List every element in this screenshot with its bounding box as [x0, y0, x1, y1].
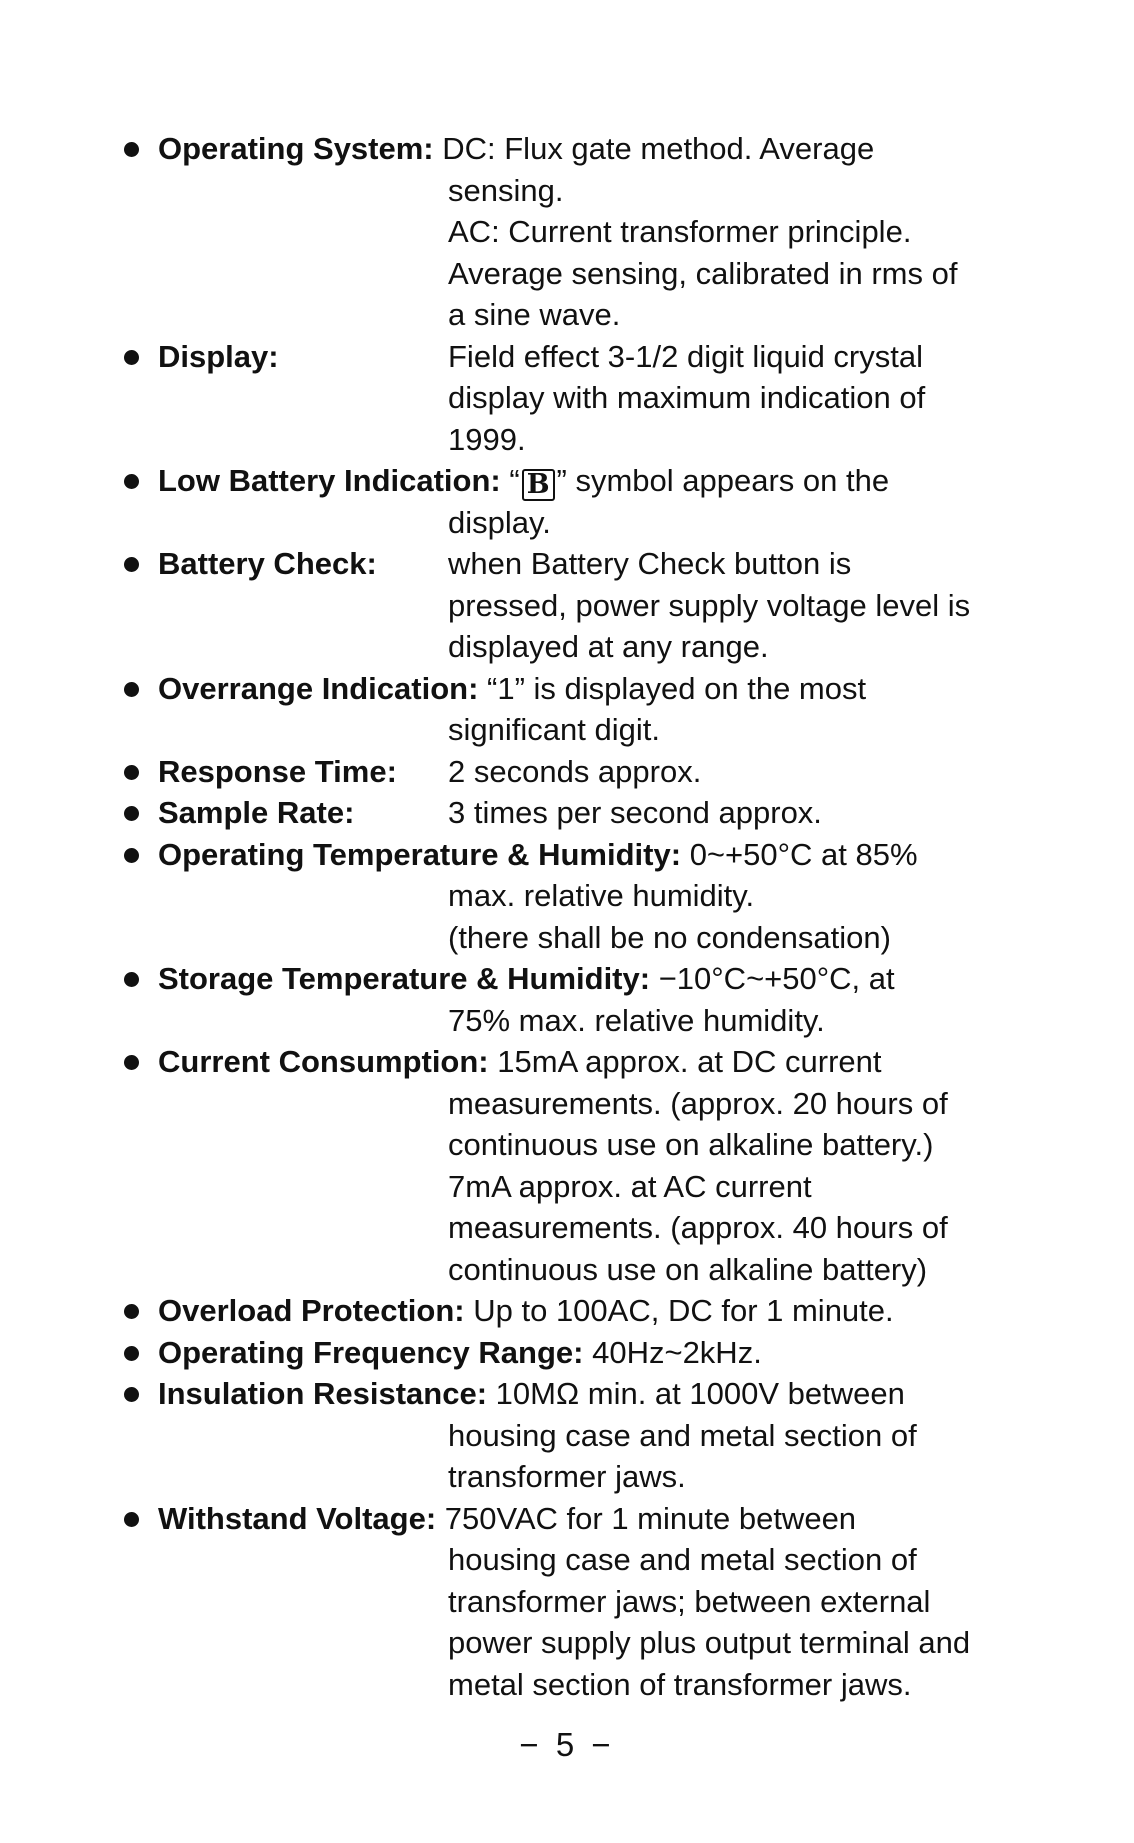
bullet-icon [124, 142, 139, 157]
spec-value: 2 seconds approx. [448, 753, 702, 789]
spec-value: Field effect 3-1/2 digit liquid crystal [448, 338, 923, 374]
spec-label: Operating System: [158, 131, 434, 166]
spec-value: 75% max. relative humidity. [448, 1002, 825, 1038]
spec-display [122, 336, 1022, 461]
spec-value: 10MΩ min. at 1000V between [495, 1376, 905, 1411]
spec-operating-frequency-range [122, 1332, 1022, 1374]
spec-current-consumption [122, 1041, 1022, 1290]
bullet-icon [124, 1346, 139, 1361]
spec-value: 7mA approx. at AC current [448, 1168, 812, 1204]
spec-value: displayed at any range. [448, 629, 769, 664]
spec-value: display. [448, 504, 551, 540]
bullet-icon [124, 1512, 139, 1527]
spec-response-time [122, 751, 1022, 793]
spec-value: power supply plus output terminal and [448, 1625, 971, 1660]
spec-value: (there shall be no condensation) [448, 919, 891, 955]
spec-value: “ [509, 463, 520, 498]
spec-operating-temperature-humidity [122, 834, 1022, 959]
spec-low-battery-indication [122, 460, 1022, 543]
spec-value: Average sensing, calibrated in rms of [448, 255, 958, 291]
spec-value: DC: Flux gate method. Average [442, 131, 875, 166]
spec-value: 1999. [448, 421, 526, 457]
bullet-icon [124, 806, 139, 821]
bullet-icon [124, 1387, 139, 1402]
spec-storage-temperature-humidity [122, 958, 1022, 1041]
spec-value: AC: Current transformer principle. [448, 214, 912, 249]
spec-value: Up to 100AC, DC for 1 minute. [473, 1293, 894, 1328]
spec-value: −10°C~+50°C, at [658, 961, 895, 996]
spec-value: 750VAC for 1 minute between [444, 1500, 857, 1536]
spec-label: Sample Rate: [158, 795, 355, 830]
spec-value: display with maximum indication of [448, 380, 926, 415]
spec-value: 3 times per second approx. [448, 795, 822, 830]
spec-value: measurements. (approx. 20 hours of [448, 1085, 948, 1121]
bullet-icon [124, 474, 139, 489]
spec-value: 40Hz~2kHz. [592, 1334, 762, 1370]
bullet-icon [124, 972, 139, 987]
spec-value: 15mA approx. at DC current [497, 1044, 882, 1079]
spec-value: continuous use on alkaline battery.) [448, 1127, 934, 1162]
spec-list [122, 128, 1022, 1705]
spec-value: housing case and metal section of [448, 1542, 917, 1577]
spec-value: when Battery Check button is [448, 546, 852, 581]
spec-value: metal section of transformer jaws. [448, 1666, 912, 1702]
spec-label: Storage Temperature & Humidity: [158, 961, 651, 996]
bullet-icon [124, 1055, 139, 1070]
spec-value: measurements. (approx. 40 hours of [448, 1210, 948, 1245]
spec-value: housing case and metal section of [448, 1417, 917, 1453]
spec-label: Display: [158, 338, 279, 374]
spec-battery-check [122, 543, 1022, 668]
spec-value: transformer jaws. [448, 1459, 686, 1494]
spec-label: Battery Check: [158, 546, 377, 581]
spec-sample-rate [122, 792, 1022, 834]
spec-label: Insulation Resistance: [158, 1376, 488, 1411]
page-number: − 5 − [519, 1726, 615, 1763]
spec-value: 0~+50°C at 85% [689, 836, 918, 872]
spec-overload-protection [122, 1290, 1022, 1332]
low-battery-icon: B [522, 469, 555, 501]
spec-withstand-voltage [122, 1498, 1022, 1706]
spec-label: Overrange Indication: [158, 670, 479, 706]
spec-value: max. relative humidity. [448, 878, 755, 913]
spec-label: Overload Protection: [158, 1293, 465, 1328]
spec-label: Operating Frequency Range: [158, 1334, 584, 1370]
spec-label: Current Consumption: [158, 1044, 489, 1079]
spec-value: significant digit. [448, 712, 660, 747]
spec-value: a sine wave. [448, 297, 621, 332]
spec-label: Response Time: [158, 753, 397, 789]
bullet-icon [124, 848, 139, 863]
bullet-icon [124, 350, 139, 365]
bullet-icon [124, 765, 139, 780]
spec-insulation-resistance [122, 1373, 1022, 1498]
spec-value: “1” is displayed on the most [487, 670, 867, 706]
spec-value: transformer jaws; between external [448, 1583, 931, 1619]
spec-label: Operating Temperature & Humidity: [158, 836, 682, 872]
spec-label: Low Battery Indication: [158, 463, 501, 498]
spec-value: sensing. [448, 172, 564, 208]
spec-operating-system [122, 128, 1022, 336]
spec-value: pressed, power supply voltage level is [448, 587, 971, 623]
spec-value: continuous use on alkaline battery) [448, 1251, 928, 1287]
spec-label: Withstand Voltage: [158, 1500, 437, 1536]
spec-value: ” symbol appears on the [556, 463, 890, 498]
bullet-icon [124, 1304, 139, 1319]
spec-overrange-indication [122, 668, 1022, 751]
bullet-icon [124, 557, 139, 572]
bullet-icon [124, 682, 139, 697]
